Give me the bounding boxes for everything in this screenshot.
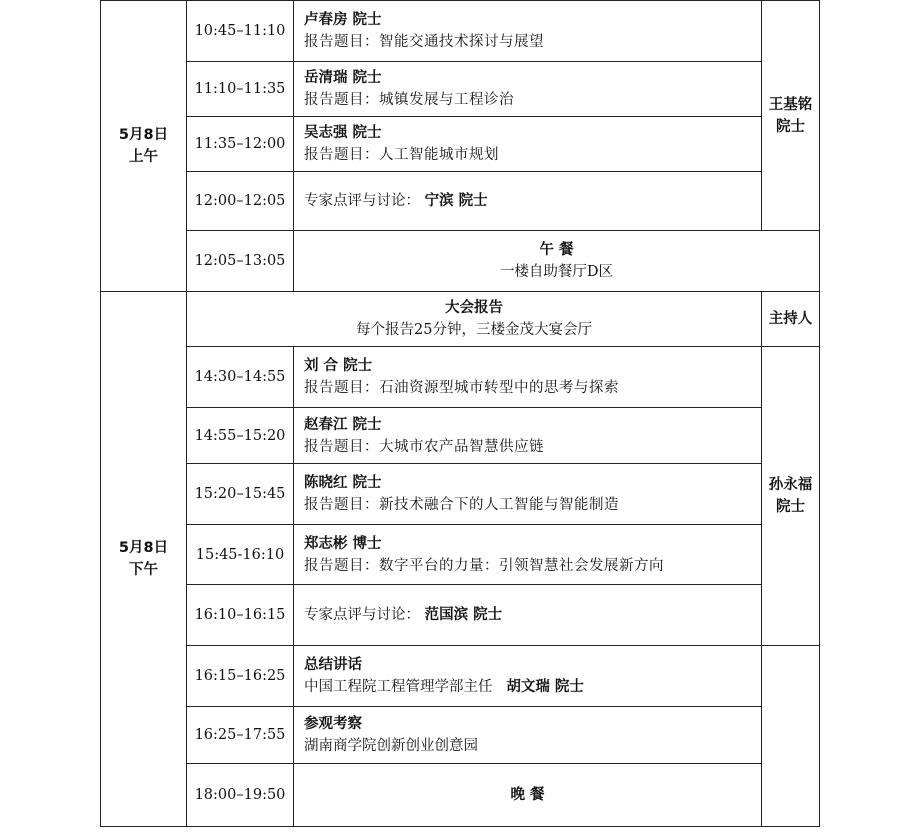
time-cell: 16:10–16:15 (187, 585, 294, 646)
time-cell: 14:55–15:20 (187, 408, 294, 464)
summary-title: 总结讲话 (304, 657, 362, 673)
speaker-name: 岳清瑞 院士 (304, 70, 382, 86)
visit-line: 湖南商学院创新创业创意园 (304, 738, 478, 754)
speaker-name: 郑志彬 博士 (304, 535, 382, 552)
session-title: 大会报告 (445, 300, 503, 316)
host-label-cell: 主持人 (762, 292, 820, 347)
talk-cell (294, 347, 762, 408)
table-row (101, 525, 820, 585)
table-row (101, 117, 820, 172)
speaker-name: 卢春房 院士 (304, 12, 382, 28)
time-cell: 18:00–19:50 (187, 764, 294, 827)
talk-topic: 报告题目：人工智能城市规划 (304, 147, 499, 163)
speaker-name: 陈晓红 院士 (304, 475, 382, 491)
host-cell-afternoon (762, 347, 820, 646)
time-cell: 14:30–14:55 (187, 347, 294, 408)
speaker-name: 吴志强 院士 (304, 125, 382, 141)
table-row (101, 62, 820, 117)
day-label: 5月8日 (118, 127, 169, 143)
table-row (101, 231, 820, 292)
talk-cell (294, 117, 762, 172)
host-name: 王基铭 (768, 96, 813, 113)
table-row (101, 292, 820, 347)
lunch-title: 午 餐 (539, 242, 574, 258)
table-row (101, 172, 820, 231)
speaker-name: 赵春江 院士 (304, 416, 382, 433)
host-title: 院士 (776, 118, 805, 135)
day-cell-afternoon (101, 292, 187, 827)
host-name: 孙永福 (768, 477, 813, 493)
talk-cell (294, 525, 762, 585)
table-row (101, 707, 820, 764)
document-page (12, 0, 884, 835)
talk-topic: 报告题目：数字平台的力量：引领智慧社会发展新方向 (304, 557, 664, 574)
review-label: 专家点评与讨论： (304, 193, 420, 209)
time-cell: 16:15–16:25 (187, 646, 294, 707)
lunch-place: 一楼自助餐厅D区 (499, 264, 614, 280)
visit-title: 参观考察 (304, 716, 362, 732)
talk-cell (294, 62, 762, 117)
talk-topic: 报告题目：智能交通技术探讨与展望 (304, 34, 544, 50)
time-cell: 11:35–12:00 (187, 117, 294, 172)
speaker-name: 刘 合 院士 (304, 358, 373, 374)
talk-cell (294, 1, 762, 62)
session-header (187, 292, 762, 347)
table-row (101, 408, 820, 464)
review-label: 专家点评与讨论： (304, 607, 420, 623)
table-row (101, 1, 820, 62)
talk-topic: 报告题目：新技术融合下的人工智能与智能制造 (304, 497, 619, 513)
summary-speaker: 胡文瑞 院士 (506, 679, 584, 695)
talk-topic: 报告题目：大城市农产品智慧供应链 (304, 438, 544, 455)
table-row (101, 464, 820, 525)
time-cell: 12:00–12:05 (187, 172, 294, 231)
review-cell (294, 585, 762, 646)
time-cell: 10:45–11:10 (187, 1, 294, 62)
table-row (101, 646, 820, 707)
talk-cell (294, 408, 762, 464)
talk-topic: 报告题目：城镇发展与工程诊治 (304, 92, 514, 108)
talk-topic: 报告题目：石油资源型城市转型中的思考与探索 (304, 380, 619, 396)
table-row (101, 764, 820, 827)
reviewer-name: 范国滨 院士 (424, 607, 503, 623)
table-row (101, 585, 820, 646)
table-row (101, 347, 820, 408)
review-cell (294, 172, 762, 231)
dinner-title: 晚 餐 (294, 764, 762, 827)
time-cell: 15:20–15:45 (187, 464, 294, 525)
lunch-cell (294, 231, 820, 292)
host-title: 院士 (776, 499, 805, 515)
schedule-table (100, 0, 820, 827)
reviewer-name: 宁滨 院士 (424, 193, 488, 209)
time-cell: 15:45-16:10 (187, 525, 294, 585)
time-cell: 16:25–17:55 (187, 707, 294, 764)
empty-host-cell (762, 646, 820, 827)
summary-line: 中国工程院工程管理学部主任 (304, 679, 493, 695)
host-cell-morning (762, 1, 820, 231)
period-label: 下午 (129, 562, 158, 578)
time-cell: 11:10–11:35 (187, 62, 294, 117)
talk-cell (294, 464, 762, 525)
day-label: 5月8日 (118, 540, 169, 556)
period-label: 上午 (129, 149, 158, 165)
time-cell: 12:05–13:05 (187, 231, 294, 292)
summary-cell (294, 646, 762, 707)
visit-cell (294, 707, 762, 764)
session-subtitle: 每个报告25分钟，三楼金茂大宴会厅 (356, 322, 592, 338)
day-cell-morning (101, 1, 187, 292)
